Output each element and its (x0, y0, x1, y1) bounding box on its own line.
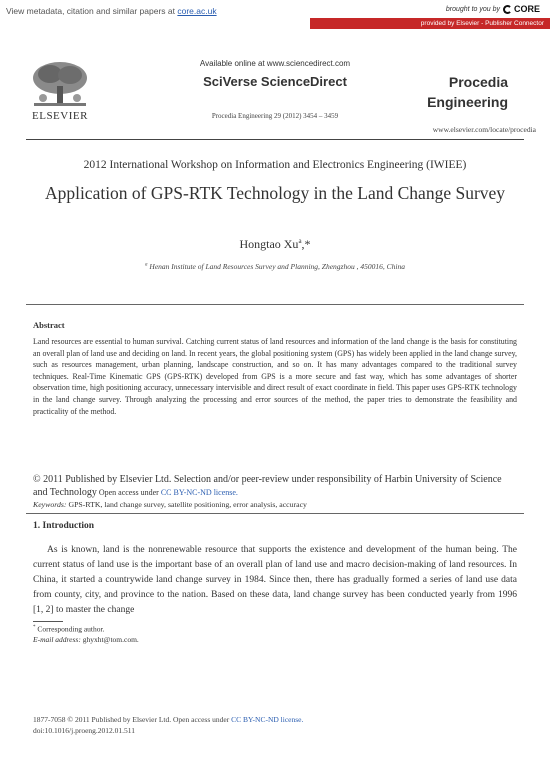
core-logo-text: CORE (513, 4, 540, 14)
journal-title-line1: Procedia (448, 74, 508, 90)
metadata-text: View metadata, citation and similar papers at (6, 6, 175, 16)
keywords-divider (26, 513, 524, 514)
provided-by-bar[interactable]: provided by Elsevier - Publisher Connector (310, 18, 550, 29)
journal-title (427, 72, 508, 112)
footnote-divider (33, 621, 63, 622)
keywords (33, 500, 517, 509)
abstract-body: Land resources are essential to human survival. Catching current status of land resources and information of the land change is the basis for constituting an overall plan of land use and deciding on land. In recent years, the global positioning system (GPS) has widely been applied in the land change survey, such as resources management, urban planning, landscape construction, and so on. It has many advantages compared to the traditional survey techniques. Real-Time Kinematic GPS (GPS-RTK) developed from GPS is a more secure and fast way, which has some advantages of shorter observation time, high positioning accuracy, unnecessary intervisible and direct result of exact coordinate in field. This paper uses GPS-RTK technology in the land change survey. Through analyzing the processing and error sources of the method, the paper tries to demonstrate the feasibility and practicality of the method. (33, 337, 517, 416)
author-affil-marker: a (298, 237, 302, 245)
publisher-name: ELSEVIER (32, 110, 88, 122)
email-footnote (33, 635, 139, 645)
brought-by (446, 4, 540, 14)
conference-name: 2012 International Workshop on Information and Electronics Engineering (IWIEE) (83, 159, 467, 171)
corresponding-marker: ,* (301, 237, 311, 251)
core-logo[interactable] (503, 4, 540, 14)
intro-heading: 1. Introduction (33, 521, 95, 531)
metadata-line (6, 6, 217, 16)
sciverse-logo: SciVerse ScienceDirect (203, 74, 347, 89)
footnote (33, 623, 139, 645)
brought-by-text: brought to you by (445, 5, 500, 13)
open-access-text: Open access under (96, 488, 161, 497)
journal-title-line2: Engineering (427, 94, 508, 110)
footnote-star: * (33, 625, 36, 630)
keywords-text: GPS-RTK, land change survey, satellite positioning, error analysis, accuracy (66, 500, 307, 509)
issn-line (33, 714, 303, 725)
corresponding-text: Corresponding author. (35, 624, 105, 634)
core-logo-icon (503, 5, 512, 14)
journal-url[interactable]: www.elsevier.com/locate/procedia (432, 125, 536, 134)
paper-title: Application of GPS-RTK Technology in the Land Change Survey (44, 183, 506, 203)
core-banner (0, 0, 550, 30)
abstract-top-divider (26, 304, 524, 305)
issn-footer (33, 714, 303, 736)
doi[interactable]: doi:10.1016/j.proeng.2012.01.511 (33, 726, 136, 735)
available-online: Available online at www.sciencedirect.com (199, 59, 351, 68)
email-label: E-mail address: (33, 634, 81, 644)
author-name: Hongtao Xu (239, 237, 299, 251)
email-address[interactable]: ghyxht@tom.com. (80, 634, 139, 644)
affiliation-marker: a (145, 262, 148, 268)
core-link[interactable]: core.ac.uk (177, 6, 217, 16)
issn-text: 1877-7058 © 2011 Published by Elsevier Ltd. Open access under (33, 715, 232, 724)
affiliation (0, 262, 550, 271)
copyright-text: © 2011 Published by Elsevier Ltd. Selection and/or peer-review under responsibility of Harbin University of Science and Technology (33, 474, 502, 498)
copyright-notice (33, 473, 517, 499)
volume-info: Procedia Engineering 29 (2012) 3454 – 3459 (211, 112, 339, 120)
footer-license-link[interactable]: CC BY-NC-ND license. (231, 715, 304, 724)
affiliation-text: Henan Institute of Land Resources Survey and Planning, Zhengzhou , 450016, China (147, 262, 405, 271)
header-divider (26, 139, 524, 140)
corresponding-footnote (33, 623, 139, 635)
abstract-heading: Abstract (33, 320, 65, 330)
author-line (0, 237, 550, 252)
intro-body: As is known, land is the nonrenewable resource that supports the existence and development of the human being. The current status of land use is the important base of an overall plan of land use and macro decision-making of land resources. In China, it started a countrywide land change survey in 1984. Since then, there has gradually formed a series of land use data from county, city, and province to the nation. Based on these data, land change survey has been conducted yearly from 1996 [1, 2] to master the change (33, 545, 517, 615)
keywords-label: Keywords: (33, 500, 67, 509)
license-link[interactable]: CC BY-NC-ND license. (160, 488, 238, 497)
